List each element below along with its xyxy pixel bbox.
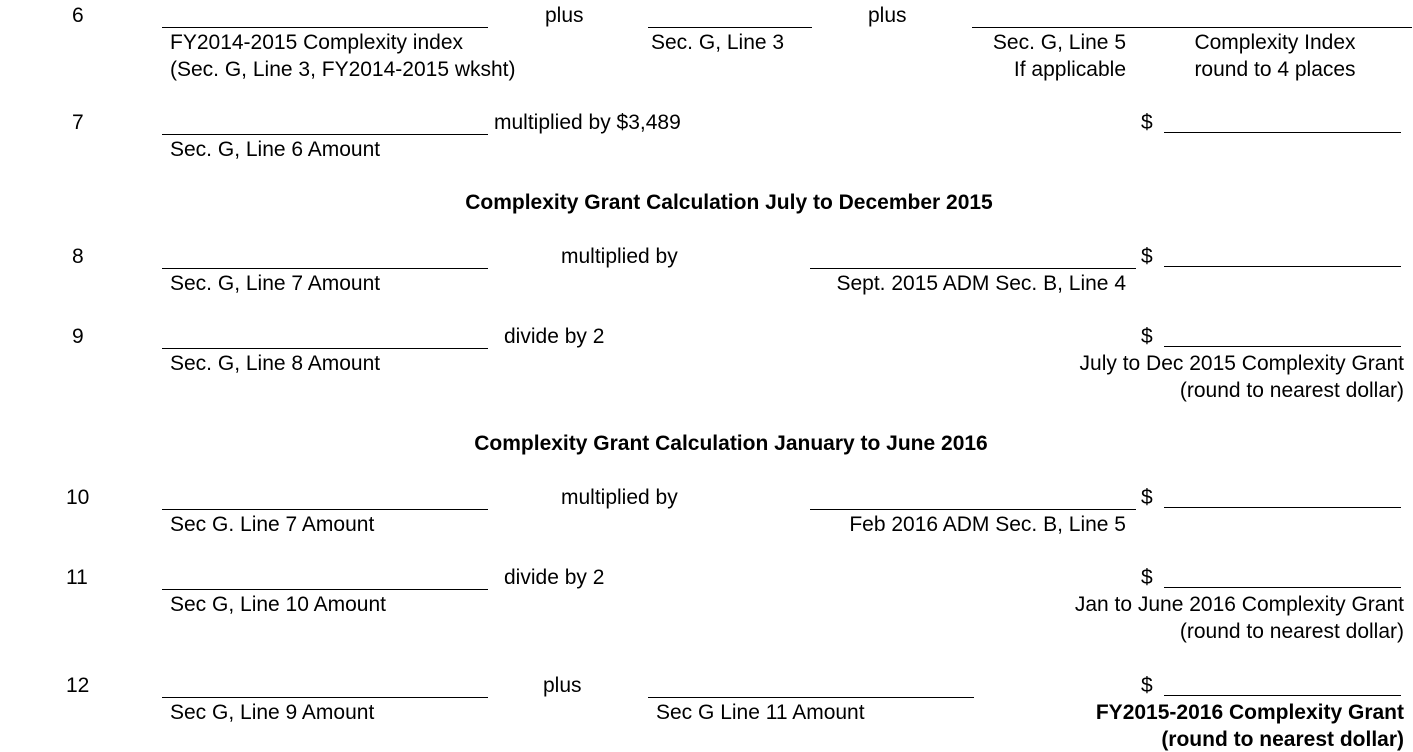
line12-plus-text: plus	[543, 674, 582, 697]
line9-amount-blank[interactable]	[162, 348, 488, 349]
line6-plus-2: plus	[868, 4, 907, 27]
line10-label-b: Feb 2016 ADM Sec. B, Line 5	[849, 513, 1126, 536]
line6-result-blank[interactable]	[972, 27, 1412, 28]
line12-line9-blank[interactable]	[162, 697, 488, 698]
line10-result-blank[interactable]	[1164, 507, 1401, 508]
line6-label-d1: Complexity Index	[1194, 31, 1356, 54]
line9-result-label-1: July to Dec 2015 Complexity Grant	[1079, 352, 1404, 375]
line12-label-a: Sec G, Line 9 Amount	[170, 701, 375, 724]
line12-result-blank[interactable]	[1164, 695, 1401, 696]
line8-label-a: Sec. G, Line 7 Amount	[170, 272, 381, 295]
line-number-7: 7	[72, 111, 84, 134]
line6-label-c2: If applicable	[1013, 58, 1126, 81]
line8-multiplied-text: multiplied by	[561, 245, 678, 268]
line9-divide-text: divide by 2	[504, 325, 605, 348]
line10-amount-blank[interactable]	[162, 509, 488, 510]
line12-line11-blank[interactable]	[648, 697, 974, 698]
line8-amount-blank[interactable]	[162, 268, 488, 269]
line-number-10: 10	[66, 486, 90, 509]
line9-label-a: Sec. G, Line 8 Amount	[170, 352, 381, 375]
line8-adm-blank[interactable]	[810, 268, 1136, 269]
line11-result-label-1: Jan to June 2016 Complexity Grant	[1074, 593, 1404, 616]
line12-dollar-sign: $	[1141, 674, 1153, 697]
line11-dollar-sign: $	[1141, 566, 1153, 589]
line6-sec-g-line3-blank[interactable]	[648, 27, 812, 28]
line9-dollar-sign: $	[1141, 325, 1153, 348]
line7-dollar-sign: $	[1141, 111, 1153, 134]
section-heading-jan-june: Complexity Grant Calculation January to June 2016	[474, 432, 988, 455]
section-heading-july-dec: Complexity Grant Calculation July to December 2015	[465, 191, 993, 214]
line10-dollar-sign: $	[1141, 486, 1153, 509]
line-number-11: 11	[66, 566, 88, 589]
line11-label-a: Sec G, Line 10 Amount	[170, 593, 386, 616]
line6-label-a2: (Sec. G, Line 3, FY2014-2015 wksht)	[170, 58, 516, 81]
line7-result-blank[interactable]	[1164, 132, 1401, 133]
line8-dollar-sign: $	[1141, 245, 1153, 268]
line10-adm-blank[interactable]	[810, 509, 1136, 510]
line12-result-label-2: (round to nearest dollar)	[1161, 728, 1404, 751]
line11-result-blank[interactable]	[1164, 587, 1401, 588]
line6-label-c1: Sec. G, Line 5	[992, 31, 1126, 54]
line6-plus-1: plus	[545, 4, 584, 27]
line7-label: Sec. G, Line 6 Amount	[170, 138, 381, 161]
line9-result-label-2: (round to nearest dollar)	[1179, 379, 1404, 402]
line-number-12: 12	[66, 674, 90, 697]
line7-amount-blank[interactable]	[162, 134, 488, 135]
line10-label-a: Sec G. Line 7 Amount	[170, 513, 375, 536]
line-number-8: 8	[72, 245, 84, 268]
line7-multiplied-text: multiplied by $3,489	[494, 111, 681, 134]
line11-divide-text: divide by 2	[504, 566, 605, 589]
line9-result-blank[interactable]	[1164, 346, 1401, 347]
line6-label-b: Sec. G, Line 3	[651, 31, 785, 54]
line11-result-label-2: (round to nearest dollar)	[1179, 620, 1404, 643]
line12-label-b: Sec G Line 11 Amount	[656, 701, 865, 724]
line8-result-blank[interactable]	[1164, 266, 1401, 267]
line8-label-b: Sept. 2015 ADM Sec. B, Line 4	[836, 272, 1126, 295]
line-number-9: 9	[72, 325, 84, 348]
line10-multiplied-text: multiplied by	[561, 486, 678, 509]
line11-amount-blank[interactable]	[162, 589, 488, 590]
line6-complexity-index-blank[interactable]	[162, 27, 488, 28]
line-number-6: 6	[72, 4, 84, 27]
line6-label-a1: FY2014-2015 Complexity index	[170, 31, 463, 54]
line6-label-d2: round to 4 places	[1194, 58, 1356, 81]
line12-result-label-1: FY2015-2016 Complexity Grant	[1095, 701, 1404, 724]
